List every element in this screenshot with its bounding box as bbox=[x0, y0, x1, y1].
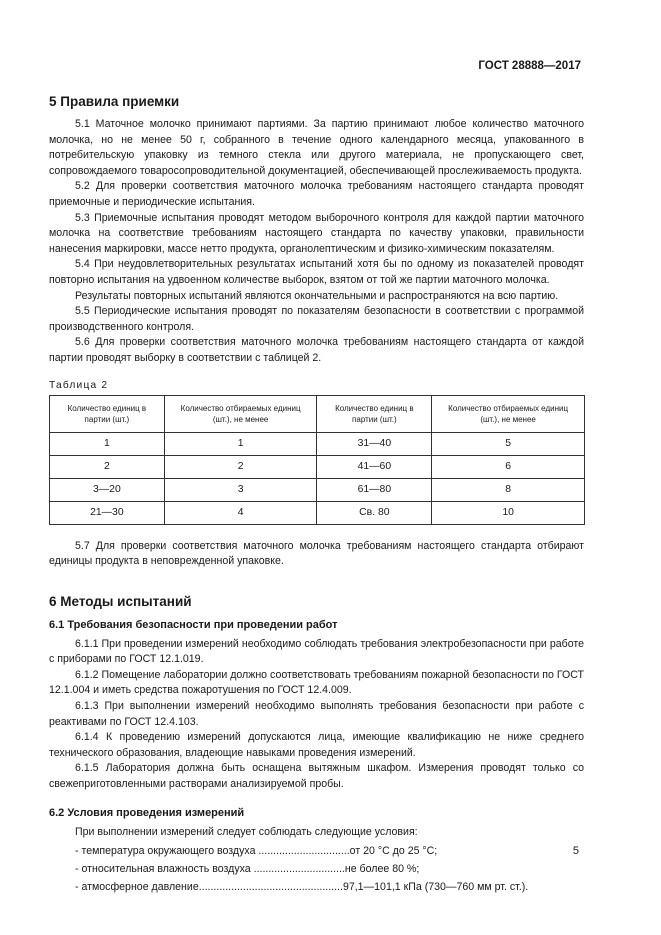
table-cell: 5 bbox=[432, 432, 585, 455]
paragraph-6-1-4: 6.1.4 К проведению измерений допускаются лица, имеющие квалификацию не ниже среднего технического образования, владеющие навыками проведения измерений. bbox=[49, 731, 584, 759]
table-header-cell: Количество единиц в партии (шт.) bbox=[50, 395, 165, 432]
table-row bbox=[50, 455, 585, 478]
table-cell: 61—80 bbox=[317, 478, 432, 501]
table-cell: 21—30 bbox=[50, 501, 165, 524]
sampling-table bbox=[49, 395, 585, 525]
table-cell: 3 bbox=[164, 478, 317, 501]
table-cell: 1 bbox=[164, 432, 317, 455]
table-cell: 8 bbox=[432, 478, 585, 501]
conditions-intro: При выполнении измерений следует соблюдать следующие условия: bbox=[75, 825, 418, 838]
table-cell: 41—60 bbox=[317, 455, 432, 478]
paragraph-5-4-result: Результаты повторных испытаний являются окончательными и распространяются на всю партию. bbox=[75, 289, 559, 302]
section-5-title: 5 Правила приемки bbox=[49, 94, 180, 109]
subsection-6-1-title: 6.1 Требования безопасности при проведении работ bbox=[49, 618, 338, 631]
table-cell: 6 bbox=[432, 455, 585, 478]
table-header-cell: Количество единиц в партии (шт.) bbox=[317, 395, 432, 432]
table-row bbox=[50, 501, 585, 524]
paragraph-5-2: 5.2 Для проверки соответствия маточного молочка требованиям настоящего стандарта проводят приемочные и периодические испытания. bbox=[49, 180, 584, 208]
paragraph-5-6: 5.6 Для проверки соответствия маточного молочка требованиям настоящего стандарта от каждой партии проводят выборку в соответствии с таблицей 2. bbox=[49, 336, 584, 364]
page-number: 5 bbox=[572, 845, 579, 857]
table-header-cell: Количество отбираемых единиц (шт.), не менее bbox=[164, 395, 317, 432]
paragraph-5-5: 5.5 Периодические испытания проводят по показателям безопасности в соответствии с программой производственного контроля. bbox=[49, 305, 584, 333]
subsection-6-2-title: 6.2 Условия проведения измерений bbox=[49, 806, 245, 819]
document-code: ГОСТ 28888—2017 bbox=[478, 60, 581, 72]
table-cell: 31—40 bbox=[317, 432, 432, 455]
condition-temperature: - температура окружающего воздуха ...............................от 20 °С до 25 °С; bbox=[75, 845, 438, 858]
section-6-title: 6 Методы испытаний bbox=[49, 593, 192, 609]
paragraph-5-4: 5.4 При неудовлетворительных результатах испытаний хотя бы по одному из показателей проводят повторно испытания на удвоенном количестве выборок, взятом от той же партии маточного молочка. bbox=[49, 258, 584, 286]
table-row bbox=[50, 478, 585, 501]
table-cell: 2 bbox=[164, 455, 317, 478]
table-cell: 1 bbox=[50, 432, 165, 455]
condition-humidity: - относительная влажность воздуха ...............................не более 80 %; bbox=[75, 863, 420, 876]
paragraph-6-1-1: 6.1.1 При проведении измерений необходимо соблюдать требования электробезопасности при работе с приборами по ГОСТ 12.1.019. bbox=[49, 637, 584, 666]
table-cell: Св. 80 bbox=[317, 501, 432, 524]
table-row bbox=[50, 432, 585, 455]
paragraph-6-1-5: 6.1.5 Лаборатория должна быть оснащена вытяжным шкафом. Измерения проводят только со свежеприготовленными растворами анализируемой пробы. bbox=[49, 762, 584, 791]
paragraph-6-1-2: 6.1.2 Помещение лаборатории должно соответствовать требованиям пожарной безопасности по ГОСТ 12.1.004 и иметь средства пожаротушения по ГОСТ 12.4.009. bbox=[49, 668, 584, 697]
paragraph-5-1: 5.1 Маточное молочко принимают партиями. За партию принимают любое количество маточного молочка, но не менее 50 г, собранного в течение одного календарного месяца, упакованного в потребительскую упаковку из темного стекла или другого материала, не пропускающего свет, сопровождаемого товаросопроводительной документацией, обеспечивающей прослеживаемость продукта. bbox=[49, 118, 584, 177]
table-caption: Таблица 2 bbox=[49, 379, 109, 391]
condition-pressure: - атмосферное давление.................................................97,1—101,1 кПа (730—760 мм рт. ст.). bbox=[75, 881, 529, 894]
paragraph-5-3: 5.3 Приемочные испытания проводят методом выборочного контроля для каждой партии маточного молочка на соответствие требованиям настоящего стандарта по качеству упаковки, правильности нанесения маркировки, массе нетто продукта, органолептическим и физико-химическим показателям. bbox=[49, 211, 584, 255]
table-cell: 4 bbox=[164, 501, 317, 524]
page-content bbox=[49, 90, 584, 896]
paragraph-5-7: 5.7 Для проверки соответствия маточного молочка требованиям настоящего стандарта отбирают единицы продукта в неповрежденной упаковке. bbox=[49, 539, 584, 568]
table-cell: 10 bbox=[432, 501, 585, 524]
table-header-cell: Количество отбираемых единиц (шт.), не менее bbox=[432, 395, 585, 432]
table-cell: 2 bbox=[50, 455, 165, 478]
paragraph-6-1-3: 6.1.3 При выполнении измерений необходимо выполнять требования безопасности при работе с реактивами по ГОСТ 12.4.103. bbox=[49, 700, 584, 728]
table-cell: 3—20 bbox=[50, 478, 165, 501]
